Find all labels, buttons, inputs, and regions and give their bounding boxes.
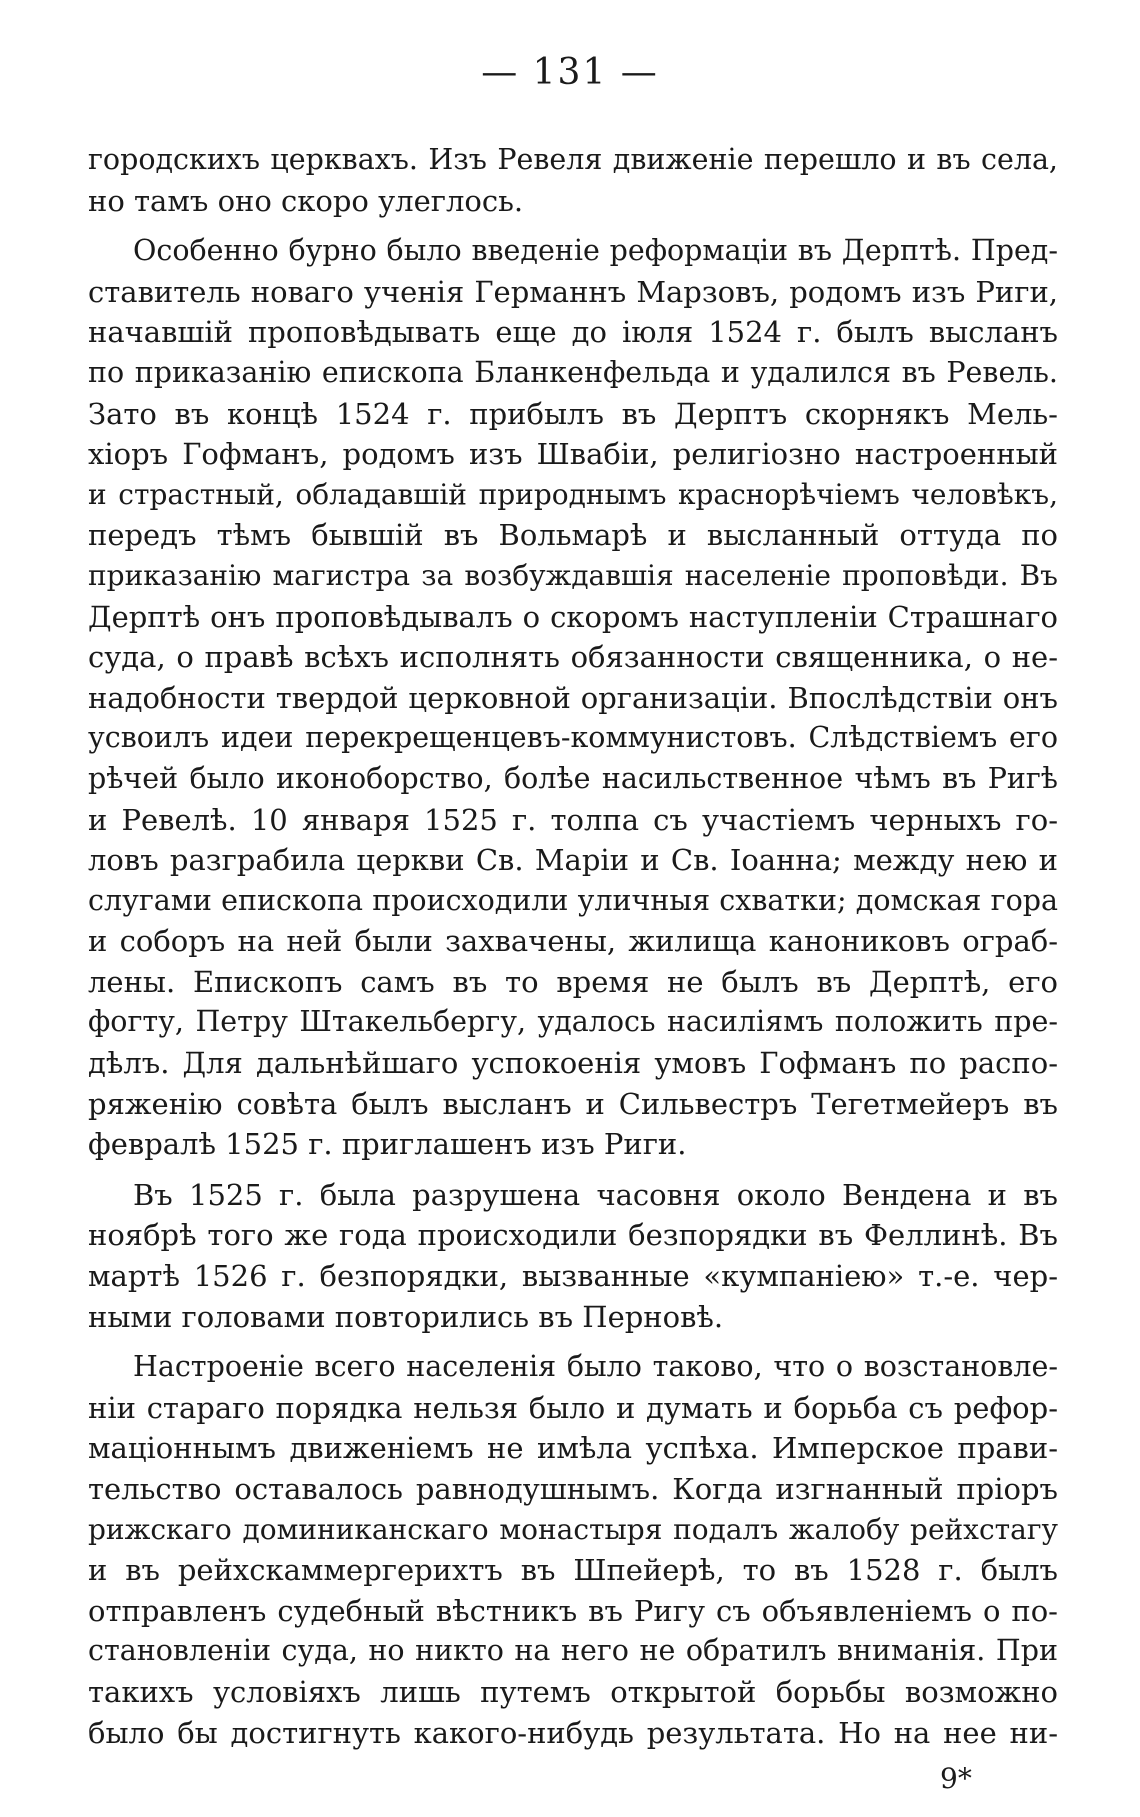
text-line: начавшiй проповѣдывать еще до iюля 1524 г. былъ высланъ: [88, 315, 1058, 350]
text-line: городскихъ церквахъ. Изъ Ревеля движенie перешло и въ села,: [88, 143, 1058, 176]
text-line: рижскаго доминиканскаго монастыря подалъ жалобу рейхстагу: [88, 1512, 1058, 1546]
page-number: — 131 —: [481, 52, 659, 93]
text-line: слугами епископа происходили уличныя схватки; домская гора: [88, 883, 1058, 917]
text-line: ными головами повторились въ Перновѣ.: [88, 1299, 724, 1334]
text-line: мартѣ 1526 г. безпорядки, вызванные «кумпанiею» т.-е. чер-: [88, 1259, 1058, 1294]
text-line: суда, о правѣ всѣхъ исполнять обязанности священника, о не-: [88, 640, 1058, 675]
text-line: Особенно бурно было введенie реформацiи въ Дерптѣ. Пред-: [133, 234, 1058, 268]
text-line: фогту, Петру Штакельбергу, удалось насилiямъ положить пре-: [88, 1005, 1058, 1039]
text-line: и страстный, обладавшiй природнымъ краснорѣчiемъ человѣкъ,: [88, 477, 1058, 511]
text-line: Зато въ концѣ 1524 г. прибылъ въ Дерптъ скорнякъ Мель-: [88, 396, 1058, 431]
text-line: такихъ условiяхъ лишь путемъ открытой борьбы возможно: [88, 1674, 1058, 1709]
text-line: становленiи суда, но никто на него не обратилъ вниманiя. При: [88, 1634, 1058, 1668]
text-line: ловъ разграбила церкви Св. Марiи и Св. Iоанна; между нею и: [88, 843, 1058, 878]
paragraph: [88, 1175, 1058, 1337]
text-line: надобности твердой церковной организацiи. Впослѣдствiи онъ: [88, 680, 1058, 715]
text-line: и Ревелѣ. 10 января 1525 г. толпа съ участiемъ черныхъ го-: [88, 802, 1058, 837]
body-text: [88, 140, 1058, 1753]
text-line: ноябрѣ того же года происходили безпорядки въ Феллинѣ. Въ: [88, 1218, 1058, 1253]
text-line: отправленъ судебный вѣстникъ въ Ригу съ объявленiемъ о по-: [88, 1593, 1058, 1628]
text-line: ряженiю совѣта былъ высланъ и Сильвестръ Тегетмейеръ въ: [88, 1086, 1058, 1121]
text-line: передъ тѣмъ бывшiй въ Вольмарѣ и высланный оттуда по: [88, 518, 1058, 553]
text-line: Въ 1525 г. была разрушена часовня около Вендена и въ: [133, 1177, 1058, 1212]
text-line: дѣлъ. Для дальнѣйшаго успокоенiя умовъ Гофманъ по распо-: [88, 1046, 1058, 1081]
text-line: Настроенiе всего населенiя было таково, что о возстановле-: [133, 1350, 1058, 1384]
text-line: лены. Епископъ самъ въ то время не былъ въ Дерптѣ, его: [88, 964, 1058, 999]
text-line: рѣчей было иконоборство, болѣе насильственное чѣмъ въ Ригѣ: [88, 761, 1058, 795]
text-line: хiоръ Гофманъ, родомъ изъ Швабiи, религiозно настроенный: [88, 437, 1058, 472]
text-line: приказанiю магистра за возбуждавшiя населенiе проповѣди. Въ: [88, 558, 1058, 592]
text-line: нiи стараго порядка нельзя было и думать и борьба съ рефор-: [88, 1390, 1058, 1425]
text-line: усвоилъ идеи перекрещенцевъ-коммунистовъ. Слѣдствiемъ его: [88, 721, 1058, 755]
text-line: было бы достигнуть какого-нибудь результата. Но на нее ни-: [88, 1715, 1058, 1750]
text-line: ставитель новаго ученiя Германнъ Марзовъ, родомъ изъ Риги,: [88, 274, 1058, 309]
signature-mark: 9*: [940, 1762, 972, 1795]
paragraph: [88, 1347, 1058, 1753]
text-line: но тамъ оно скоро улеглось.: [88, 183, 524, 218]
text-line: по приказанiю епископа Бланкенфельда и удалился въ Ревель.: [88, 355, 1058, 389]
text-line: мацiоннымъ движенiемъ не имѣла успѣха. Имперское прави-: [88, 1431, 1058, 1466]
text-line: и соборъ на ней были захвачены, жилища канониковъ ограб-: [88, 924, 1058, 959]
paragraph: [88, 140, 1058, 221]
text-line: Дерптѣ онъ проповѣдывалъ о скоромъ наступленiи Страшнаго: [88, 599, 1058, 634]
text-line: и въ рейхскаммергерихтъ въ Шпейерѣ, то въ 1528 г. былъ: [88, 1553, 1058, 1588]
paragraph: [88, 231, 1058, 1165]
text-line: тельство оставалось равнодушнымъ. Когда изгнанный прiоръ: [88, 1472, 1058, 1506]
text-line: февралѣ 1525 г. приглашенъ изъ Риги.: [88, 1127, 687, 1162]
